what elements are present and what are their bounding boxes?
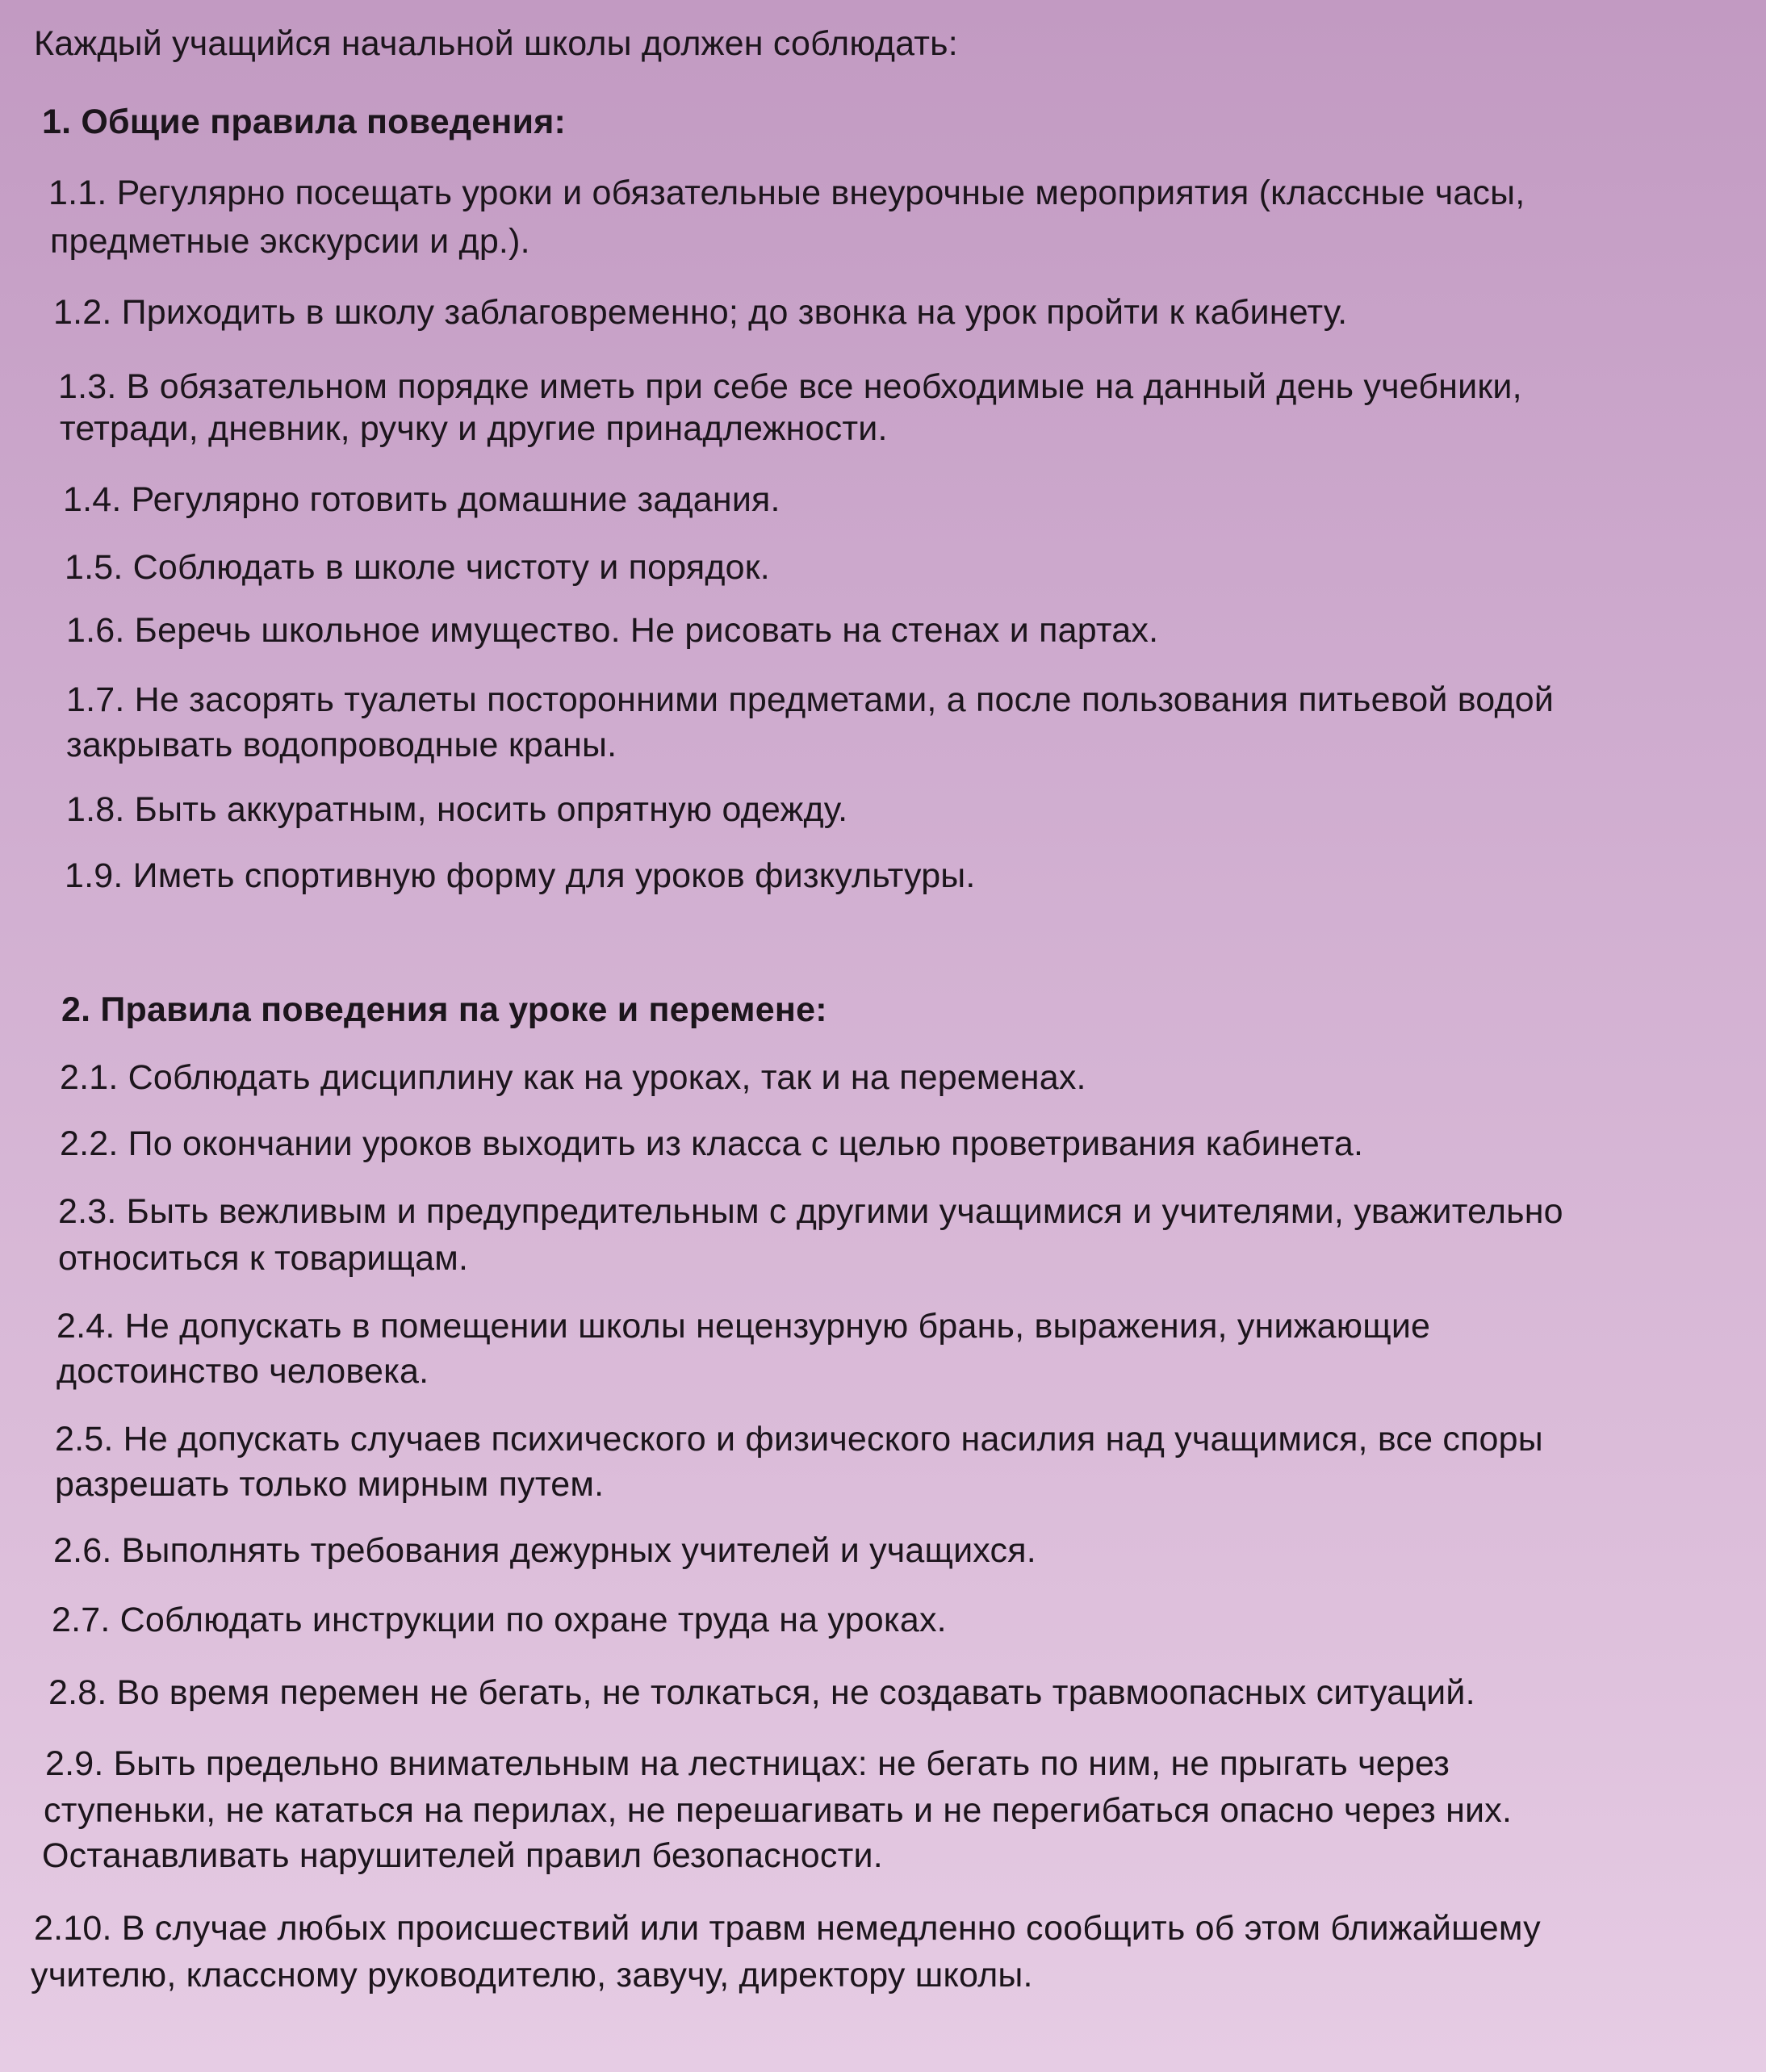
rule-1-3-line-1: 1.3. В обязательном порядке иметь при себе все необходимые на данный день учебники, [58, 367, 1522, 406]
rule-2-5-line-2: разрешать только мирным путем. [55, 1465, 605, 1504]
rule-1-4: 1.4. Регулярно готовить домашние задания. [63, 480, 780, 519]
rule-2-9-line-3: Останавливать нарушителей правил безопасности. [42, 1836, 883, 1875]
rule-1-8: 1.8. Быть аккуратным, носить опрятную одежду. [66, 790, 848, 829]
rule-2-9-line-2: ступеньки, не кататься на перилах, не перешагивать и не перегибаться опасно через них. [44, 1791, 1513, 1830]
intro-line: Каждый учащийся начальной школы должен соблюдать: [34, 24, 958, 63]
rule-2-7: 2.7. Соблюдать инструкции по охране труда на уроках. [52, 1601, 947, 1639]
rule-2-1: 2.1. Соблюдать дисциплину как на уроках, так и на переменах. [60, 1058, 1086, 1097]
rule-2-10-line-2: учителю, классному руководителю, завучу, директору школы. [31, 1956, 1033, 1995]
rule-1-6: 1.6. Беречь школьное имущество. Не рисовать на стенах и партах. [66, 611, 1159, 650]
rule-1-3-line-2: тетради, дневник, ручку и другие принадлежности. [60, 409, 888, 448]
rule-2-8: 2.8. Во время перемен не бегать, не толкаться, не создавать травмоопасных ситуаций. [48, 1673, 1475, 1712]
rule-1-9: 1.9. Иметь спортивную форму для уроков физкультуры. [65, 856, 976, 895]
rule-2-9-line-1: 2.9. Быть предельно внимательным на лестницах: не бегать по ним, не прыгать через [45, 1744, 1450, 1783]
section-1-title: 1. Общие правила поведения: [42, 103, 567, 141]
rule-2-4-line-2: достоинство человека. [56, 1352, 429, 1391]
rule-2-3-line-1: 2.3. Быть вежливым и предупредительным с другими учащимися и учителями, уважительно [58, 1192, 1563, 1231]
rule-1-7-line-2: закрывать водопроводные краны. [66, 726, 617, 764]
rule-1-5: 1.5. Соблюдать в школе чистоту и порядок. [65, 548, 770, 587]
rule-2-10-line-1: 2.10. В случае любых происшествий или травм немедленно сообщить об этом ближайшему [34, 1909, 1541, 1948]
rule-2-5-line-1: 2.5. Не допускать случаев психического и физического насилия над учащимися, все споры [55, 1420, 1543, 1459]
rule-2-3-line-2: относиться к товарищам. [58, 1239, 469, 1278]
rule-2-4-line-1: 2.4. Не допускать в помещении школы нецензурную брань, выражения, унижающие [56, 1307, 1431, 1346]
rule-1-2: 1.2. Приходить в школу заблаговременно; до звонка на урок пройти к кабинету. [53, 293, 1348, 332]
rule-1-1-line-2: предметные экскурсии и др.). [50, 222, 530, 261]
rule-2-2: 2.2. По окончании уроков выходить из класса с целью проветривания кабинета. [60, 1124, 1364, 1163]
rule-1-1-line-1: 1.1. Регулярно посещать уроки и обязательные внеурочные мероприятия (классные часы, [48, 174, 1525, 212]
rule-2-6: 2.6. Выполнять требования дежурных учителей и учащихся. [53, 1531, 1036, 1570]
section-2-title: 2. Правила поведения па уроке и перемене: [61, 990, 827, 1029]
rule-1-7-line-1: 1.7. Не засорять туалеты посторонними предметами, а после пользования питьевой водой [66, 680, 1555, 719]
